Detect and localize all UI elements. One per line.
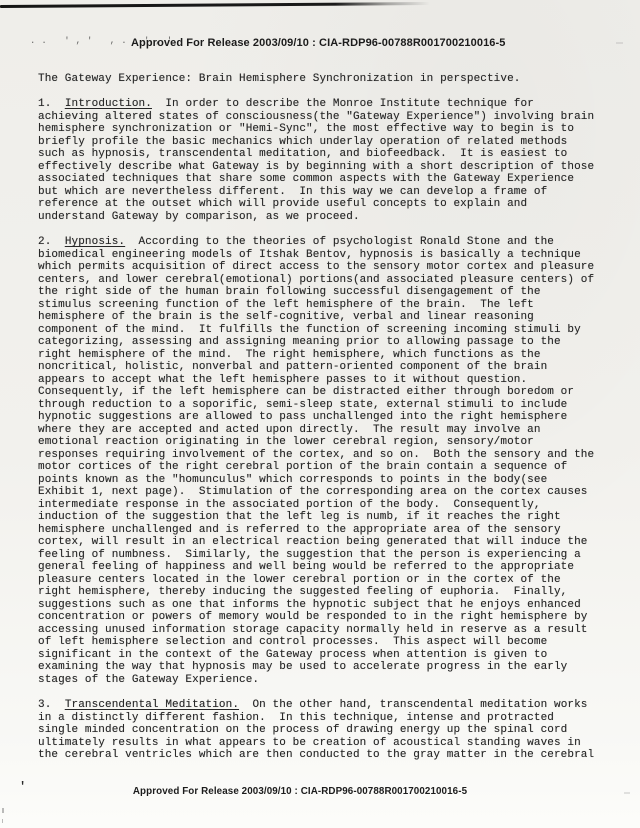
text-line: Consequently, if the left hemisphere can be distracted either through boredom or: [38, 386, 575, 398]
text-line: where they are accepted and acted upon directly. The result may involve an: [38, 423, 541, 436]
handwritten-marks: .. ',' ,. ',': [30, 36, 179, 46]
text-line: intermediate response in the associated portion of the body. Consequently,: [38, 498, 541, 511]
text-line: accessing unused information storage capacity normally held in reserve as a result: [38, 623, 588, 636]
text-line: significant in the context of the Gateway process when attention is given to: [38, 648, 548, 661]
text-line: Exhibit 1, next page). Stimulation of the corresponding area on the cortex causes: [38, 486, 588, 498]
section-heading: Introduction.: [64, 98, 152, 110]
text-line: associated techniques that share some common aspects with the Gateway Experience: [38, 173, 575, 185]
section-first-line: [38, 236, 618, 249]
text-line: hemisphere unchallenged and is referred to the appropriate area of the sensory: [38, 523, 561, 536]
footer-release-stamp: Approved For Release 2003/09/10 : CIA-RDP96-00788R001700210016-5: [132, 786, 468, 797]
section-hypnosis: [38, 236, 618, 686]
text-line: noncritical, holistic, nonverbal and pattern-oriented component of the brain: [38, 361, 548, 373]
text-line: motor cortices of the right cerebral portion of the brain contain a sequence of: [38, 461, 568, 473]
text-line: component of the mind. It fulfills the function of screening incoming stimuli by: [38, 323, 581, 336]
section-first-line: [38, 98, 618, 111]
text-line: appears to accept what the left hemisphere passes to it without question.: [38, 373, 528, 386]
text-line: hemisphere of the brain is the self-cognitive, verbal and linear reasoning: [38, 311, 534, 323]
text-line: of left hemisphere selection and control processes. This aspect will become: [38, 636, 548, 648]
text-line: but which are nevertheless different. In this way we can develop a frame of: [38, 185, 548, 198]
text-line: cortex, will result in an electrical reaction being generated that will induce the: [38, 536, 588, 548]
section-introduction: [38, 98, 618, 223]
section-body-lines: [38, 111, 618, 224]
text-line: points known as the "homunculus" which corresponds to points in the body(see: [38, 473, 548, 486]
text-line: briefly profile the basic mechanics which underlay operation of related methods: [38, 135, 568, 148]
section-first-line: [38, 699, 618, 712]
text-line: through reduction to a soporific, semi-sleep state, external stimuli to include: [38, 398, 568, 411]
text-line: responses requiring involvement of the cortex, and so on. Both the sensory and the: [38, 448, 595, 461]
text-line: hypnotic suggestions are allowed to pass unchallenged into the right hemisphere: [38, 411, 568, 423]
header-release-stamp: Approved For Release 2003/09/10 : CIA-RDP96-00788R001700210016-5: [131, 37, 506, 49]
text-line: biomedical engineering models of Itshak Bentov, hypnosis is basically a technique: [38, 248, 581, 261]
text-line: understand Gateway by comparison, as we proceed.: [38, 210, 360, 223]
text-line: concentration or powers of memory would be responded to in the right hemisphere by: [38, 611, 588, 623]
text-line: stimulus screening function of the left hemisphere of the brain. The left: [38, 298, 534, 311]
section-first-line-rest: In order to describe the Monroe Institute technique for: [151, 98, 534, 110]
text-line: right hemisphere, thereby inducing the suggested feeling of euphoria. Finally,: [38, 586, 568, 598]
handwritten-mark: ': [19, 780, 27, 794]
text-line: ultimately results in what appears to be creation of acoustical standing waves in: [38, 736, 581, 749]
scan-speck: [2, 808, 4, 813]
scan-speck: [616, 42, 623, 44]
text-line: examining the way that hypnosis may be used to accelerate progress in the early: [38, 661, 568, 673]
scan-speck: [2, 819, 3, 823]
text-line: in a distinctly different fashion. In this technique, intense and protracted: [38, 711, 554, 724]
text-line: right hemisphere of the mind. The right hemisphere, which functions as the: [38, 348, 541, 361]
section-first-line-rest: According to the theories of psychologist Ronald Stone and the: [125, 236, 554, 248]
text-line: suggestions such as one that informs the hypnotic subject that he enjoys enhanced: [38, 598, 581, 611]
text-line: achieving altered states of consciousness(the "Gateway Experience") involving brain: [38, 110, 595, 123]
text-line: general feeling of happiness and well being would be referred to the appropriate: [38, 561, 575, 573]
section-body-lines: [38, 249, 618, 687]
document-title: The Gateway Experience: Brain Hemisphere Synchronization in perspective.: [38, 73, 521, 85]
section-transcendental-meditation: [38, 699, 618, 762]
text-line: induction of the suggestion that the left leg is numb, if it reaches the right: [38, 511, 561, 523]
section-first-line-rest: On the other hand, transcendental meditation works: [239, 699, 588, 711]
text-line: centers, and lower cerebral(emotional) portions(and associated pleasure centers) of: [38, 273, 595, 286]
section-heading: Hypnosis.: [64, 236, 126, 248]
text-line: pleasure centers located in the lower cerebral portion or in the cortex of the: [38, 573, 561, 586]
text-line: stages of the Gateway Experience.: [38, 673, 260, 686]
section-number: 3.: [38, 699, 65, 711]
document-body: [38, 73, 618, 775]
text-line: effectively describe what Gateway is by beginning with a short description of those: [38, 160, 595, 173]
text-line: reference at the outset which will provide useful concepts to explain and: [38, 198, 528, 210]
text-line: hemisphere synchronization or "Hemi-Sync", the most effective way to begin is to: [38, 123, 575, 135]
section-body-lines: [38, 712, 618, 762]
scan-artifact-bar: [0, 2, 430, 8]
scan-speck: [624, 792, 630, 794]
text-line: feeling of numbness. Similarly, the suggestion that the person is experiencing a: [38, 548, 581, 561]
text-line: such as hypnosis, transcendental meditation, and biofeedback. It is easiest to: [38, 148, 568, 160]
section-heading: Transcendental Meditation.: [64, 699, 240, 711]
text-line: single minded concentration on the process of drawing energy up the spinal cord: [38, 724, 568, 736]
text-line: which permits acquisition of direct access to the sensory motor cortex and pleasure: [38, 261, 595, 273]
text-line: emotional reaction originating in the lower cerebral region, sensory/motor: [38, 436, 534, 448]
section-number: 1.: [38, 98, 65, 110]
text-line: the right side of the human brain following successful disengagement of the: [38, 286, 541, 298]
section-number: 2.: [38, 236, 65, 248]
text-line: the cerebral ventricles which are then conducted to the gray matter in the cerebral: [38, 749, 595, 761]
text-line: categorizing, assessing and assigning meaning prior to allowing passage to the: [38, 336, 561, 348]
